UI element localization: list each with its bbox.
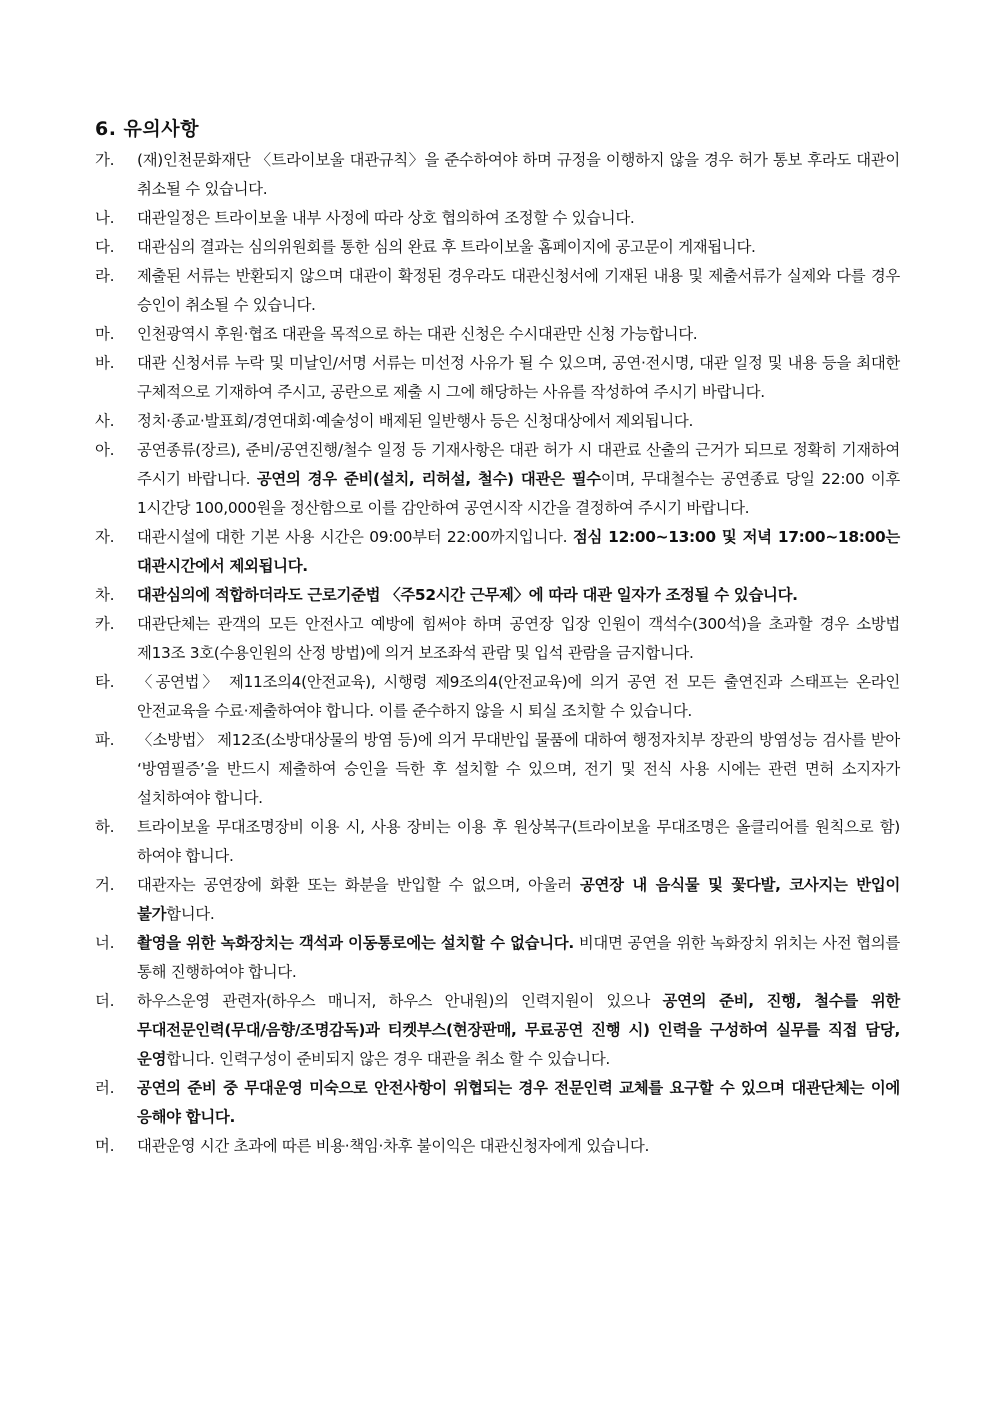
notice-item-text — [137, 349, 900, 407]
notice-item-marker: 파. — [95, 731, 115, 749]
notice-item-marker: 자. — [95, 528, 115, 546]
notice-item-marker: 하. — [95, 818, 115, 836]
notice-text-segment: 이며, 무대철수는 공연종료 당일 22:00 이후 1시간당 100,000원을 정산함으로 이를 감안하여 공연시작 시간을 결정하여 주시기 바랍니다. — [137, 470, 901, 517]
notice-item-text — [137, 813, 900, 871]
notice-item — [95, 146, 900, 204]
notice-text-segment: 대관단체는 관객의 모든 안전사고 예방에 힘써야 하며 공연장 입장 인원이 객석수(300석)을 초과할 경우 소방법 제13조 3호(수용인원의 산정 방법)에 의거 보조좌석 관람 및 입석 관람을 금지합니다. — [137, 615, 900, 662]
notice-item — [95, 349, 900, 407]
notice-item-marker: 머. — [95, 1137, 115, 1155]
notice-item-text — [137, 1132, 900, 1161]
notice-item-text — [137, 610, 900, 668]
notice-text-segment: 〈공연법〉 제11조의4(안전교육), 시행령 제9조의4(안전교육)에 의거 공연 전 모든 출연진과 스태프는 온라인 안전교육을 수료·제출하여야 합니다. 이를 준수하지 않을 시 퇴실 조치할 수 있습니다. — [137, 673, 900, 720]
section-heading: 6. 유의사항 — [95, 118, 199, 140]
notice-text-segment: 대관자는 공연장에 화환 또는 화분을 반입할 수 없으며, 아울러 — [137, 876, 580, 894]
notice-item — [95, 407, 900, 436]
notice-text-segment: 대관심의 결과는 심의위원회를 통한 심의 완료 후 트라이보울 홈페이지에 공고문이 게재됩니다. — [137, 238, 756, 256]
notice-text-segment: 대관운영 시간 초과에 따른 비용·책임·차후 불이익은 대관신청자에게 있습니다. — [137, 1137, 650, 1155]
notice-text-emphasis: 대관심의에 적합하더라도 근로기준법 〈주52시간 근무제〉에 따라 대관 일자가 조정될 수 있습니다. — [137, 586, 798, 604]
notice-text-segment: 제출된 서류는 반환되지 않으며 대관이 확정된 경우라도 대관신청서에 기재된 내용 및 제출서류가 실제와 다를 경우 승인이 취소될 수 있습니다. — [137, 267, 900, 314]
notice-item-marker: 사. — [95, 412, 115, 430]
notice-item — [95, 610, 900, 668]
notice-item-marker: 타. — [95, 673, 115, 691]
notice-item-text — [137, 320, 900, 349]
notice-item-text — [137, 436, 900, 523]
notice-text-segment: 〈소방법〉 제12조(소방대상물의 방염 등)에 의거 무대반입 물품에 대하여 행정자치부 장관의 방염성능 검사를 받아 ‘방염필증’을 반드시 제출하여 승인을 득한 후 설치할 수 있으며, 전기 및 전식 사용 시에는 관련 면허 소지자가 설치하여야 합니다. — [137, 731, 900, 807]
notice-item-text — [137, 262, 900, 320]
notice-item-text — [137, 929, 900, 987]
notice-item — [95, 204, 900, 233]
notice-item-marker: 바. — [95, 354, 115, 372]
notice-text-segment: 트라이보울 무대조명장비 이용 시, 사용 장비는 이용 후 원상복구(트라이보울 무대조명은 올클리어를 원칙으로 함)하여야 합니다. — [137, 818, 900, 865]
notice-item-marker: 라. — [95, 267, 115, 285]
notice-text-emphasis: 공연의 준비 중 무대운영 미숙으로 안전사항이 위협되는 경우 전문인력 교체를 요구할 수 있으며 대관단체는 이에 응해야 합니다. — [137, 1079, 900, 1126]
notice-item — [95, 813, 900, 871]
notice-item-text — [137, 987, 900, 1074]
notice-item-marker: 더. — [95, 992, 115, 1010]
notice-text-segment: 대관 신청서류 누락 및 미날인/서명 서류는 미선정 사유가 될 수 있으며, 공연·전시명, 대관 일정 및 내용 등을 최대한 구체적으로 기재하여 주시고, 공란으로 제출 시 그에 해당하는 사유를 작성하여 주시기 바랍니다. — [137, 354, 900, 401]
notice-text-segment: 합니다. — [166, 905, 215, 923]
notice-text-segment: 합니다. 인력구성이 준비되지 않은 경우 대관을 취소 할 수 있습니다. — [166, 1050, 610, 1068]
notice-list — [95, 146, 900, 1161]
notice-text-emphasis: 점심 12:00~13:00 및 저녁 17:00~18:00는 대관시간에서 제외됩니다. — [137, 528, 900, 575]
notice-item-marker: 나. — [95, 209, 115, 227]
notice-text-segment: 대관시설에 대한 기본 사용 시간은 09:00부터 22:00까지입니다. — [137, 528, 573, 546]
notice-text-segment: (재)인천문화재단 〈트라이보울 대관규칙〉을 준수하여야 하며 규정을 이행하지 않을 경우 허가 통보 후라도 대관이 취소될 수 있습니다. — [137, 151, 900, 198]
notice-item-marker: 아. — [95, 441, 115, 459]
notice-item-text — [137, 407, 900, 436]
notice-text-emphasis: 공연의 경우 준비(설치, 리허설, 철수) 대관은 필수 — [256, 470, 601, 488]
notice-text-segment: 정치·종교·발표회/경연대회·예술성이 배제된 일반행사 등은 신청대상에서 제외됩니다. — [137, 412, 694, 430]
notice-item — [95, 871, 900, 929]
notice-item — [95, 929, 900, 987]
notice-item-marker: 너. — [95, 934, 115, 952]
notice-item — [95, 436, 900, 523]
notice-text-segment: 공연종류(장르), 준비/공연진행/철수 일정 등 기재사항은 대관 허가 시 대관료 산출의 근거가 되므로 정확히 기재하여 주시기 바랍니다. — [137, 441, 900, 488]
notice-item — [95, 1132, 900, 1161]
notice-item — [95, 581, 900, 610]
notice-item — [95, 523, 900, 581]
notice-text-segment: 대관일정은 트라이보울 내부 사정에 따라 상호 협의하여 조정할 수 있습니다. — [137, 209, 635, 227]
notice-text-emphasis: 촬영을 위한 녹화장치는 객석과 이동통로에는 설치할 수 없습니다. — [137, 934, 574, 952]
notice-item — [95, 262, 900, 320]
notice-item-text — [137, 1074, 900, 1132]
notice-item — [95, 726, 900, 813]
document-page — [95, 114, 900, 1161]
notice-item — [95, 1074, 900, 1132]
notice-item-marker: 가. — [95, 151, 115, 169]
notice-text-segment: 하우스운영 관련자(하우스 매니저, 하우스 안내원)의 인력지원이 있으나 — [137, 992, 663, 1010]
notice-item — [95, 987, 900, 1074]
notice-text-emphasis: 공연의 준비, 진행, 철수를 위한 무대전문인력(무대/음향/조명감독)과 티켓부스(현장판매, 무료공연 진행 시) 인력을 구성하여 실무를 직접 담당, 운영 — [137, 992, 900, 1068]
notice-item-text — [137, 668, 900, 726]
notice-item — [95, 233, 900, 262]
notice-item-marker: 마. — [95, 325, 115, 343]
notice-item-marker: 거. — [95, 876, 115, 894]
notice-item-text — [137, 726, 900, 813]
notice-item-marker: 카. — [95, 615, 115, 633]
notice-item-text — [137, 871, 900, 929]
notice-item — [95, 320, 900, 349]
notice-item-text — [137, 581, 900, 610]
notice-text-segment: 비대면 공연을 위한 녹화장치 위치는 사전 협의를 통해 진행하여야 합니다. — [137, 934, 900, 981]
notice-item — [95, 668, 900, 726]
notice-item-text — [137, 233, 900, 262]
notice-item-text — [137, 204, 900, 233]
notice-item-marker: 차. — [95, 586, 115, 604]
notice-text-segment: 인천광역시 후원·협조 대관을 목적으로 하는 대관 신청은 수시대관만 신청 가능합니다. — [137, 325, 698, 343]
notice-item-text — [137, 523, 900, 581]
notice-item-text — [137, 146, 900, 204]
notice-item-marker: 다. — [95, 238, 115, 256]
notice-item-marker: 러. — [95, 1079, 115, 1097]
notice-text-emphasis: 공연장 내 음식물 및 꽃다발, 코사지는 반입이 불가 — [137, 876, 901, 923]
